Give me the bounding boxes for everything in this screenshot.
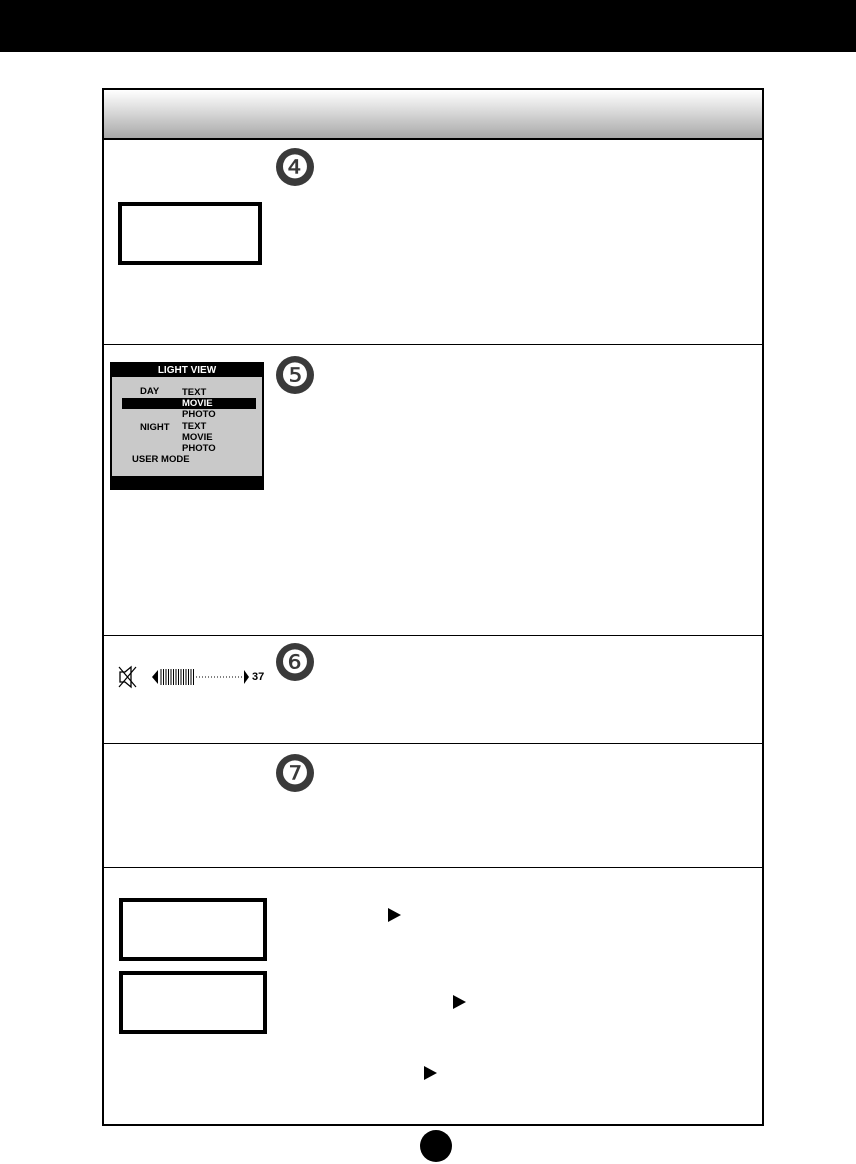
menu-option[interactable]: PHOTO <box>182 443 216 454</box>
menu-title: LIGHT VIEW <box>112 364 262 377</box>
osd-preview-box <box>118 202 262 265</box>
section-divider <box>104 743 762 744</box>
menu-footer-bar <box>112 476 262 488</box>
volume-level-bars <box>161 669 194 685</box>
osd-preview-box <box>119 971 267 1034</box>
menu-option[interactable]: MOVIE <box>182 432 213 443</box>
volume-slider <box>118 664 250 690</box>
menu-option[interactable]: TEXT <box>182 421 207 432</box>
osd-preview-box <box>119 898 267 961</box>
content-frame <box>102 88 764 1126</box>
menu-option[interactable]: PHOTO <box>182 409 216 420</box>
mute-speaker-icon <box>119 667 136 687</box>
step-4-badge: ❹ <box>276 148 314 186</box>
section-divider <box>104 867 762 868</box>
page-number-badge <box>420 1130 452 1162</box>
volume-left-arrow <box>152 670 158 684</box>
menu-night-label: NIGHT <box>140 422 170 433</box>
volume-value: 37 <box>252 671 265 683</box>
step-6-badge: ❻ <box>276 643 314 681</box>
top-bar <box>0 0 856 52</box>
section-divider <box>104 344 762 345</box>
light-view-menu <box>110 362 264 490</box>
table-header-band <box>104 90 762 140</box>
menu-user-mode[interactable]: USER MODE <box>132 454 190 465</box>
section-divider <box>104 635 762 636</box>
menu-option-selected[interactable]: MOVIE <box>182 398 213 409</box>
menu-day-label: DAY <box>140 386 160 397</box>
step-7-badge: ❼ <box>276 754 314 792</box>
step-5-badge: ❺ <box>276 356 314 394</box>
arrow-right-icon <box>453 995 466 1009</box>
menu-option[interactable]: TEXT <box>182 387 207 398</box>
arrow-right-icon <box>388 908 401 922</box>
volume-right-arrow <box>244 670 249 684</box>
arrow-right-icon <box>424 1066 437 1080</box>
